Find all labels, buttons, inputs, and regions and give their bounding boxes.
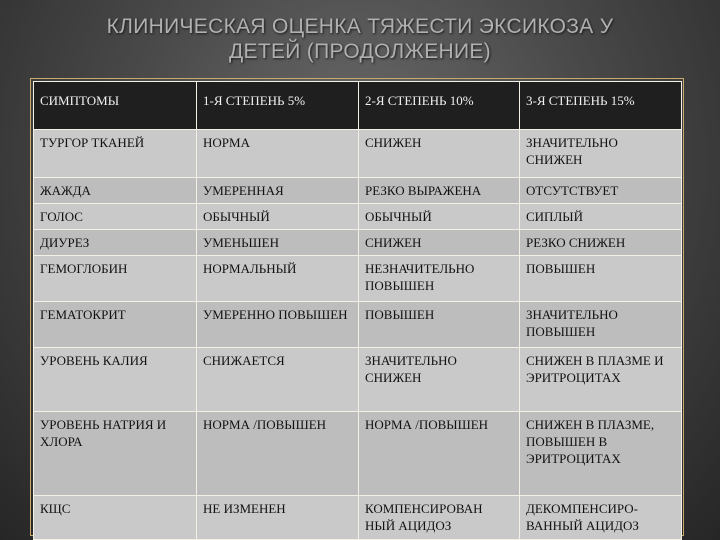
table-cell: УРОВЕНЬ КАЛИЯ xyxy=(34,348,197,412)
table-cell: НОРМА xyxy=(197,130,359,178)
header-cell-degree-3: 3-Я СТЕПЕНЬ 15% xyxy=(520,82,682,130)
table-cell: СНИЖАЕТСЯ xyxy=(197,348,359,412)
table-cell: ЗНАЧИТЕЛЬНО ПОВЫШЕН xyxy=(520,302,682,348)
table-cell: ГЕМАТОКРИТ xyxy=(34,302,197,348)
table-cell: НОРМА /ПОВЫШЕН xyxy=(359,412,520,496)
table-cell: УМЕНЬШЕН xyxy=(197,230,359,256)
table-row xyxy=(34,348,682,412)
table-cell: ПОВЫШЕН xyxy=(359,302,520,348)
table-cell: ОБЫЧНЫЙ xyxy=(359,204,520,230)
header-cell-degree-1: 1-Я СТЕПЕНЬ 5% xyxy=(197,82,359,130)
table-cell: РЕЗКО ВЫРАЖЕНА xyxy=(359,178,520,204)
table-cell: НОРМАЛЬНЫЙ xyxy=(197,256,359,302)
table-cell: СИПЛЫЙ xyxy=(520,204,682,230)
severity-table xyxy=(33,81,682,540)
table-cell: ЖАЖДА xyxy=(34,178,197,204)
slide-title-line-1: КЛИНИЧЕСКАЯ ОЦЕНКА ТЯЖЕСТИ ЭКСИКОЗА У xyxy=(106,15,614,38)
table-cell: ТУРГОР ТКАНЕЙ xyxy=(34,130,197,178)
table-cell: ДЕКОМПЕНСИРО-ВАННЫЙ АЦИДОЗ xyxy=(520,496,682,540)
header-cell-degree-2: 2-Я СТЕПЕНЬ 10% xyxy=(359,82,520,130)
table-row xyxy=(34,256,682,302)
table-row xyxy=(34,412,682,496)
table-header-row xyxy=(34,82,682,130)
slide-title xyxy=(20,14,700,64)
header-cell-symptoms: СИМПТОМЫ xyxy=(34,82,197,130)
table-cell: ОБЫЧНЫЙ xyxy=(197,204,359,230)
table-cell: НОРМА /ПОВЫШЕН xyxy=(197,412,359,496)
table-cell: ГОЛОС xyxy=(34,204,197,230)
table-row xyxy=(34,130,682,178)
slide-title-line-2: ДЕТЕЙ (ПРОДОЛЖЕНИЕ) xyxy=(229,40,491,63)
table-cell: КОМПЕНСИРОВАН НЫЙ АЦИДОЗ xyxy=(359,496,520,540)
table-cell: РЕЗКО СНИЖЕН xyxy=(520,230,682,256)
table-row xyxy=(34,178,682,204)
table-row xyxy=(34,496,682,540)
table-cell: СНИЖЕН В ПЛАЗМЕ И ЭРИТРОЦИТАХ xyxy=(520,348,682,412)
table-cell: КЩС xyxy=(34,496,197,540)
table-cell: УМЕРЕННО ПОВЫШЕН xyxy=(197,302,359,348)
table-cell: СНИЖЕН В ПЛАЗМЕ, ПОВЫШЕН В ЭРИТРОЦИТАХ xyxy=(520,412,682,496)
table-cell: ГЕМОГЛОБИН xyxy=(34,256,197,302)
table-cell: НЕЗНАЧИТЕЛЬНО ПОВЫШЕН xyxy=(359,256,520,302)
table-cell: НЕ ИЗМЕНЕН xyxy=(197,496,359,540)
table-cell: ПОВЫШЕН xyxy=(520,256,682,302)
table-cell: ОТСУТСТВУЕТ xyxy=(520,178,682,204)
table-cell: СНИЖЕН xyxy=(359,230,520,256)
table-cell: УРОВЕНЬ НАТРИЯ И ХЛОРА xyxy=(34,412,197,496)
table-cell: ЗНАЧИТЕЛЬНО СНИЖЕН xyxy=(359,348,520,412)
table-cell: ЗНАЧИТЕЛЬНО СНИЖЕН xyxy=(520,130,682,178)
table-row xyxy=(34,230,682,256)
table-cell: СНИЖЕН xyxy=(359,130,520,178)
table-cell: УМЕРЕННАЯ xyxy=(197,178,359,204)
table-row xyxy=(34,302,682,348)
table-row xyxy=(34,204,682,230)
table-cell: ДИУРЕЗ xyxy=(34,230,197,256)
